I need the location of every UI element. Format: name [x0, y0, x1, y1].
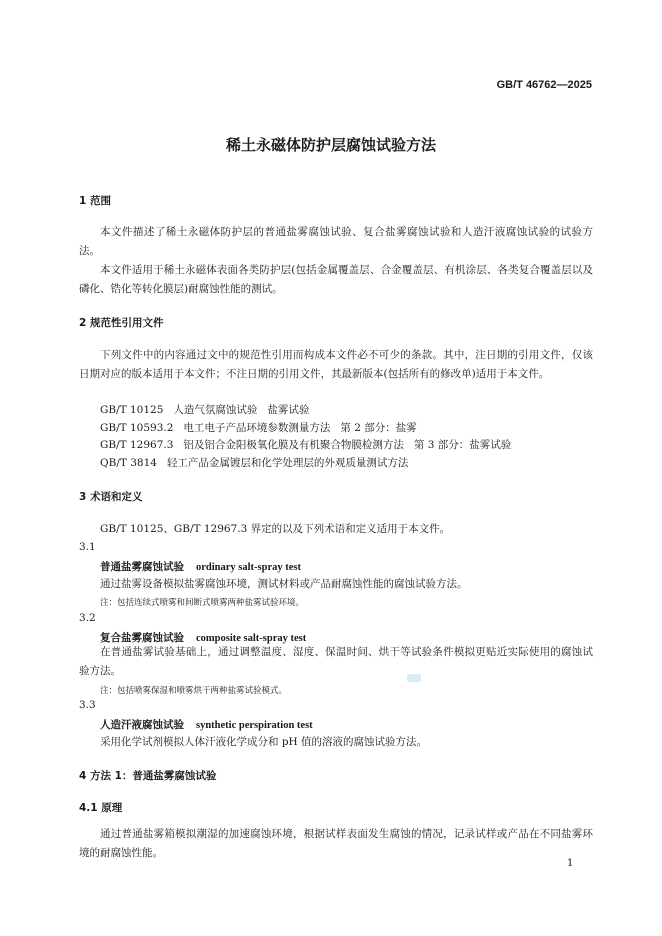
term-english: synthetic perspiration test: [196, 720, 313, 731]
section-3-heading: 3 术语和定义: [79, 491, 143, 503]
page-number: 1: [567, 858, 574, 869]
term-english: composite salt-spray test: [196, 633, 307, 644]
section-3-intro: GB/T 10125、GB/T 12967.3 界定的以及下列术语和定义适用于本文件。: [100, 523, 451, 535]
term-chinese: 人造汗液腐蚀试验: [100, 719, 184, 731]
reference-item: GB/T 10125 人造气氛腐蚀试验 盐雾试验: [100, 404, 310, 416]
term-title: [100, 559, 301, 574]
section-4-1-paragraph: 通过普通盐雾箱模拟潮湿的加速腐蚀环境，根据试样表面发生腐蚀的情况，记录试样或产品在不同盐雾环境的耐腐蚀性能。: [79, 828, 593, 859]
term-definition: 通过盐雾设备模拟盐雾腐蚀环境，测试材料或产品耐腐蚀性能的腐蚀试验方法。: [100, 578, 468, 590]
term-number: 3.2: [79, 612, 96, 624]
term-definition: 采用化学试剂模拟人体汗液化学成分和 pH 值的溶液的腐蚀试验方法。: [100, 736, 428, 748]
term-chinese: 普通盐雾腐蚀试验: [100, 561, 184, 573]
term-note: 注：包括喷雾保湿和喷雾烘干两种盐雾试验模式。: [100, 686, 288, 696]
section-4-heading: 4 方法 1：普通盐雾腐蚀试验: [79, 770, 217, 782]
term-english: ordinary salt-spray test: [196, 562, 301, 573]
watermark-mark: [407, 674, 421, 682]
section-2-heading: 2 规范性引用文件: [79, 317, 164, 329]
term-definition: 在普通盐雾试验基础上，通过调整温度、湿度、保温时间、烘干等试验条件模拟更贴近实际使用的腐蚀试验方法。: [79, 646, 593, 677]
document-title: 稀土永磁体防护层腐蚀试验方法: [225, 136, 436, 154]
term-note: 注：包括连续式喷雾和间断式喷雾两种盐雾试验环境。: [100, 598, 305, 608]
reference-item: GB/T 12967.3 铝及铝合金阳极氧化膜及有机聚合物膜检测方法 第 3 部分：盐雾试验: [100, 439, 512, 451]
term-number: 3.1: [79, 541, 96, 553]
reference-item: QB/T 3814 轻工产品金属镀层和化学处理层的外观质量测试方法: [100, 457, 409, 469]
standard-number: GB/T 46762—2025: [496, 79, 592, 91]
term-number: 3.3: [79, 699, 96, 711]
term-chinese: 复合盐雾腐蚀试验: [100, 632, 184, 644]
section-2-paragraph-1: 下列文件中的内容通过文中的规范性引用而构成本文件必不可少的条款。其中，注日期的引用文件，仅该日期对应的版本适用于本文件；不注日期的引用文件，其最新版本(包括所有的修改单)适用于本文件。: [79, 349, 593, 380]
section-1-heading: 1 范围: [79, 195, 111, 207]
section-1-paragraph-1: 本文件描述了稀土永磁体防护层的普通盐雾腐蚀试验、复合盐雾腐蚀试验和人造汗液腐蚀试验的试验方法。: [79, 226, 593, 257]
section-4-1-heading: 4.1 原理: [79, 802, 123, 814]
reference-item: GB/T 10593.2 电工电子产品环境参数测量方法 第 2 部分：盐雾: [100, 422, 417, 434]
section-1-paragraph-2: 本文件适用于稀土永磁体表面各类防护层(包括金属覆盖层、合金覆盖层、有机涂层、各类复合覆盖层以及磷化、锆化等转化膜层)耐腐蚀性能的测试。: [79, 264, 593, 295]
term-title: [100, 717, 313, 732]
